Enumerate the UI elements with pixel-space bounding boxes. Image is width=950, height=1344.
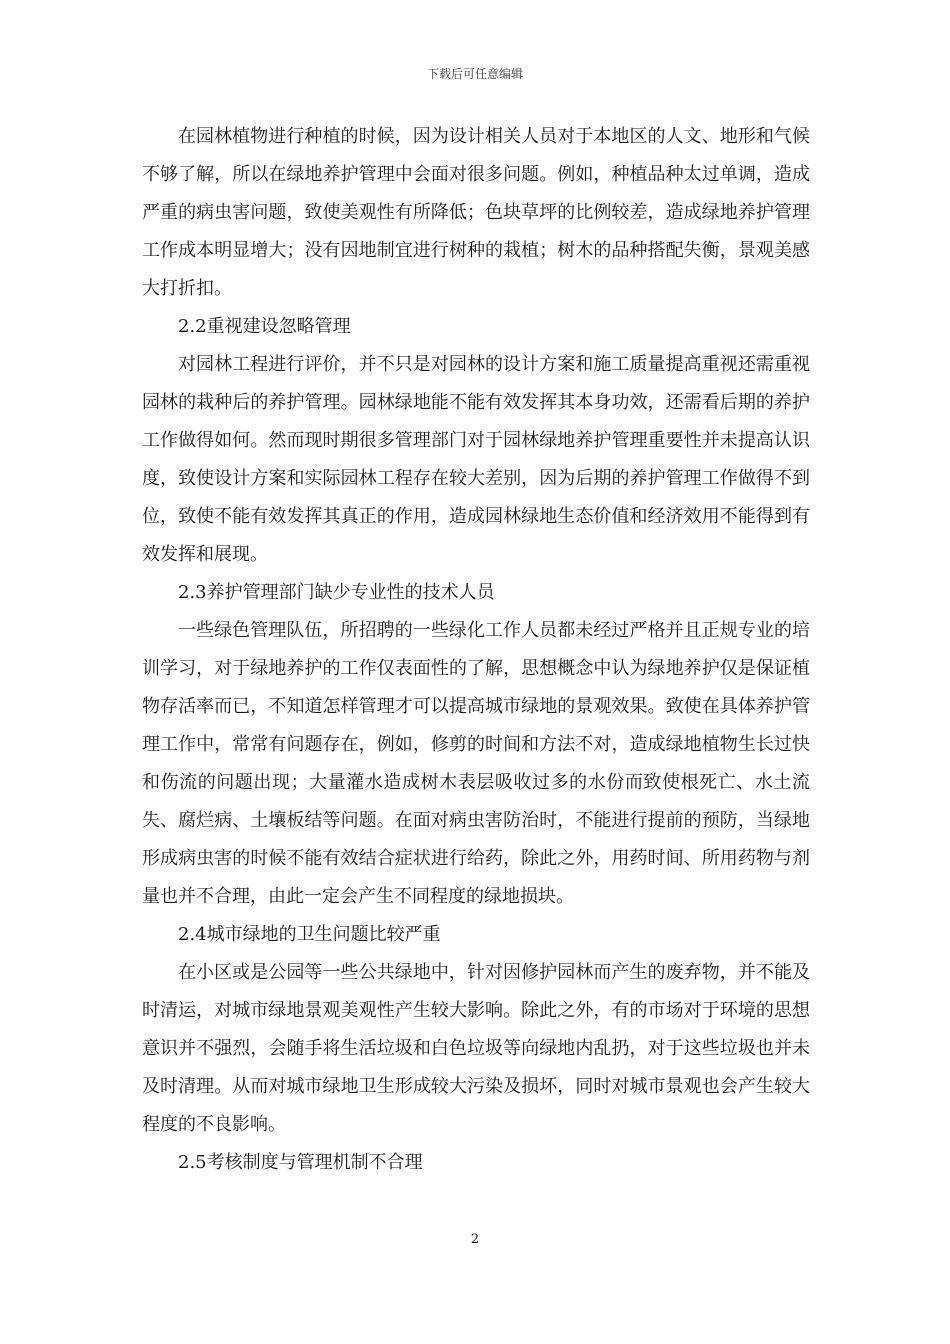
paragraph-construction-vs-management: 对园林工程进行评价，并不只是对园林的设计方案和施工质量提高重视还需重视园林的栽种后的养护管理。园林绿地能不能有效发挥其本身功效，还需看后期的养护工作做得如何。然而现时期很多管理部门对于园林绿地养护管理重要性并未提高认识度，致使设计方案和实际园林工程存在较大差别，因为后期的养护管理工作做得不到位，致使不能有效发挥其真正的作用，造成园林绿地生态价值和经济效用不能得到有效发挥和展现。: [142, 354, 810, 565]
paragraph-planting-issues: 在园林植物进行种植的时候，因为设计相关人员对于本地区的人文、地形和气候不够了解，所以在绿地养护管理中会面对很多问题。例如，种植品种太过单调，造成严重的病虫害问题，致使美观性有所降低；色块草坪的比例较差，造成绿地养护管理工作成本明显增大；没有因地制宜进行树种的栽植；树木的品种搭配失衡，景观美感大打折扣。: [142, 126, 810, 299]
section-heading-2-5: 2.5考核制度与管理机制不合理: [178, 1152, 423, 1173]
paragraph-hygiene-issues: 在小区或是公园等一些公共绿地中，针对因修护园林而产生的废弃物，并不能及时清运，对城市绿地景观美观性产生较大影响。除此之外，有的市场对于环境的思想意识并不强烈，会随手将生活垃圾和白色垃圾等向绿地内乱扔，对于这些垃圾也并未及时清理。从而对城市绿地卫生形成较大污染及损坏，同时对城市景观也会产生较大程度的不良影响。: [142, 962, 810, 1135]
section-heading-2-4: 2.4城市绿地的卫生问题比较严重: [178, 924, 441, 945]
section-heading-2-3: 2.3养护管理部门缺少专业性的技术人员: [178, 582, 495, 603]
paragraph-technical-staff: 一些绿色管理队伍，所招聘的一些绿化工作人员都未经过严格并且正规专业的培训学习，对于绿地养护的工作仅表面性的了解，思想概念中认为绿地养护仅是保证植物存活率而已，不知道怎样管理才可以提高城市绿地的景观效果。致使在具体养护管理工作中，常常有问题存在，例如，修剪的时间和方法不对，造成绿地植物生长过快和伤流的问题出现；大量灌水造成树木表层吸收过多的水份而致使根死亡、水土流失、腐烂病、土壤板结等问题。在面对病虫害防治时，不能进行提前的预防，当绿地形成病虫害的时候不能有效结合症状进行给药，除此之外，用药时间、所用药物与剂量也并不合理，由此一定会产生不同程度的绿地损块。: [142, 620, 810, 907]
page-header: 下载后可任意编辑: [426, 67, 523, 81]
document-body: [142, 118, 810, 1182]
page-number: 2: [470, 1232, 480, 1247]
section-heading-2-2: 2.2重视建设忽略管理: [178, 316, 351, 337]
